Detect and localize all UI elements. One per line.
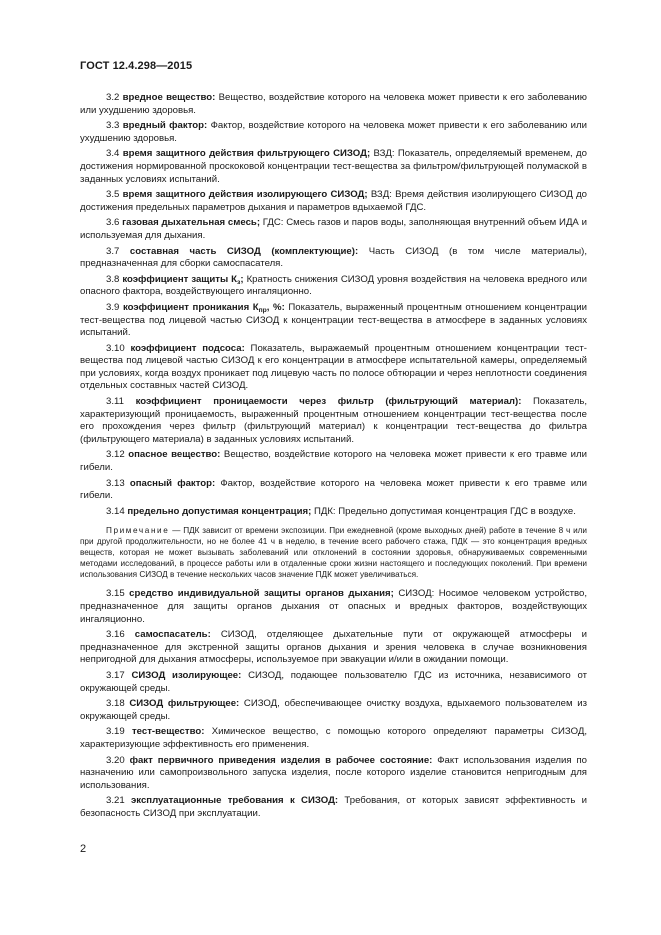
term-definition: Кратность снижения СИЗОД уровня воздействия на человека вредного или опасного фактора, воздействующего ингаляционно. [80,273,587,298]
term-title-text: вредный фактор: [122,120,208,132]
term-entry [80,92,587,117]
term-number: 3.19 [106,726,125,738]
term-entry [80,343,587,393]
term-title-text: коэффициент подсоса: [130,342,245,354]
term-title-text: тест-вещество: [131,726,205,738]
term-title [135,629,211,640]
term-number: 3.21 [106,795,125,807]
term-number: 3.11 [106,396,124,408]
term-definition: ВЗД: Показатель, определяемый временем, до достижения нормированной проскоковой концентрации тест-вещества за фильтром/фильтрующей полумаской в заданных условиях испытаний. [80,148,587,185]
term-separator: ; [366,148,371,160]
term-number: 3.4 [106,148,120,160]
page-number: 2 [80,843,87,855]
note-text: ПДК зависит от времени экспозиции. При ежедневной (кроме выходных дней) работе в течение 8 ч или при другой продолжительности, но не более 41 ч в неделю, в течение всего рабочего стажа, ПДК — это концентрация вредных веществ, которая не может вызывать заболеваний или отклонений в состоянии здоровья, обнаруживаемых современными методами исследований, в процессе работы или в отдаленные сроки жизни настоящего и последующих поколений. При времени использования СИЗОД в течение нескольких часов значение ПДК может увеличиваться. [80,526,587,580]
term-subscript: з [237,278,241,286]
term-entry [80,726,587,751]
term-definition: СИЗОД, подающее пользователю ГДС из источника, независимого от окружающей среды. [80,669,588,694]
term-entry [80,478,587,503]
term-number: 3.20 [106,754,125,766]
term-entry [80,120,587,145]
term-number: 3.13 [106,477,125,489]
term-number: 3.10 [106,342,125,354]
term-title-text: средство индивидуальной защиты органов дыхания [129,588,391,600]
term-definition: ВЗД: Время действия изолирующего СИЗОД до достижения предельных параметров дыхания и параметров вдыхаемой ГДС. [80,189,587,213]
term-title-text: факт первичного приведения изделия в рабочее состояние [129,754,430,766]
term-subscript: пр [258,306,267,314]
term-entry [80,698,587,723]
term-number: 3.17 [106,669,125,681]
term-number: 3.14 [106,505,125,517]
note-dash: — [172,526,181,536]
term-entry [80,189,587,214]
term-definition: Вещество, воздействие которого на человека может привести к его травме или гибели. [80,449,587,474]
term-separator: ; [364,189,368,201]
term-definition: ГДС: Смесь газов и паров воды, заполняющая внутренний объем ИДА и используемая для дыхания. [80,217,587,241]
term-number: 3.15 [106,588,125,600]
term-number: 3.7 [106,245,120,257]
term-title [123,120,207,131]
term-title [123,189,368,200]
term-definition: Фактор, воздействие которого на человека может привести к его заболеванию или ухудшению здоровья. [80,120,587,144]
term-entry [80,670,587,695]
term-title [131,795,338,806]
term-title-text: время защитного действия изолирующего СИЗОД [122,189,365,201]
term-number: 3.12 [106,449,125,461]
term-number: 3.18 [106,698,125,710]
term-title-text: коэффициент проницаемости через фильтр (фильтрующий материал): [135,396,522,408]
term-definition: СИЗОД: Носимое человеком устройство, предназначенное для защиты органов дыхания от опасных и вредных факторов, воздействующих ингаляционно. [80,588,588,625]
term-title [128,449,220,460]
term-separator: ; [240,273,244,285]
term-title-text: СИЗОД изолирующее: [131,669,242,681]
term-number: 3.8 [106,273,120,285]
term-separator: : [354,245,359,257]
term-title [136,396,522,407]
term-title-text: опасный фактор: [129,477,216,489]
term-separator: ; [256,217,261,229]
term-number: 3.2 [106,92,120,103]
term-entry [80,302,587,340]
term-title-text: эксплуатационные требования к СИЗОД: [130,795,339,807]
term-entry [80,629,587,667]
term-title [123,302,285,313]
term-title [129,588,394,599]
terms-list-a [80,92,587,518]
term-definition: СИЗОД, обеспечивающее очистку воздуха, вдыхаемого пользователем из окружающей среды. [80,698,588,722]
term-number: 3.6 [106,217,120,229]
term-separator: , %: [266,301,285,313]
document-body [80,92,587,824]
term-title-text: коэффициент защиты К [122,273,238,285]
term-entry [80,755,587,793]
term-definition: Фактор, воздействие которого на человека может привести к его травме или гибели. [80,477,588,502]
term-title-text: СИЗОД фильтрующее: [129,698,240,710]
term-separator: : [212,92,216,103]
term-title [123,92,216,103]
term-title-text: предельно допустимая концентрация; [127,505,312,517]
term-entry [80,274,587,299]
term-entry [80,588,587,626]
term-title [123,148,370,159]
term-entry [80,795,587,820]
note [80,525,587,580]
term-separator: ; [390,588,394,600]
term-number: 3.9 [106,301,120,313]
term-definition: Требования, от которых зависят эффективность и безопасность СИЗОД при эксплуатации. [80,795,587,819]
term-definition: Показатель, выражаемый процентным отношением концентрации тест-вещества под лицевой частью СИЗОД к его концентрации в атмосфере испытательной камеры, определяемый при условиях, когда воздух проникает под лицевую часть по полосе обтюрации и через неплотности соединения отдельных составных частей СИЗОД. [80,342,587,392]
term-title-text: составная часть СИЗОД (комплектующие) [129,245,355,257]
term-number: 3.5 [106,189,120,201]
term-title [129,698,239,709]
term-title-text: время защитного действия фильтрующего СИЗОД [122,148,367,160]
term-definition: Часть СИЗОД (в том числе материалы), предназначенная для сборки самоспасателя. [80,245,587,270]
term-title-text: опасное вещество: [128,449,221,461]
term-definition: Факт использования изделия по назначению или самопроизвольного запуска изделия, после которого изделие становится непригодным для использования. [80,754,587,791]
term-definition: Показатель, выраженный процентным отношением концентрации тест-вещества под лицевой частью СИЗОД к концентрации тест-вещества в атмосфере в заданных условиях испытаний. [80,301,588,339]
term-entry [80,506,587,519]
term-title [130,246,358,257]
term-entry [80,396,587,446]
term-title [122,274,243,285]
term-entry [80,217,587,242]
term-title [130,755,433,766]
term-definition: Показатель, характеризующий проницаемость, выраженный процентным отношением концентрации тест-вещества после его прохождения через фильтр (фильтрующий материал) к концентрации тест-вещества до фильтра (фильтрующего материала) в заданных условиях испытаний. [80,396,587,445]
term-number: 3.3 [106,120,120,132]
document-code: ГОСТ 12.4.298—2015 [80,60,193,72]
term-entry [80,148,587,186]
terms-list-b [80,588,587,820]
term-title [130,478,215,489]
term-title [132,726,204,737]
term-entry [80,449,587,474]
term-title [122,217,260,228]
term-definition: СИЗОД, отделяющее дыхательные пути от окружающей атмосферы и предназначенное для экстренной защиты органов дыхания и зрения человека в случае возникновения непригодной для дыхания атмосферы, используемое при эвакуации и/или в ожидании помощи. [80,629,587,666]
note-label: Примечание [106,526,170,536]
term-title-text: вредное вещество [122,92,213,103]
term-definition: Вещество, воздействие которого на человека может привести к его заболеванию или ухудшению здоровья. [80,92,587,116]
term-title [131,670,241,681]
term-title-text: газовая дыхательная смесь [122,217,257,229]
term-title-text: коэффициент проникания К [122,301,259,313]
term-title [127,506,311,517]
term-separator: : [429,754,433,766]
term-definition: ПДК: Предельно допустимая концентрация ГДС в воздухе. [313,505,576,517]
term-title [130,343,244,354]
term-title-text: самоспасатель: [134,629,211,641]
term-definition: Химическое вещество, с помощью которого определяют параметры СИЗОД, характеризующие эффективность его применения. [80,726,587,750]
term-number: 3.16 [106,629,125,641]
term-entry [80,246,587,271]
